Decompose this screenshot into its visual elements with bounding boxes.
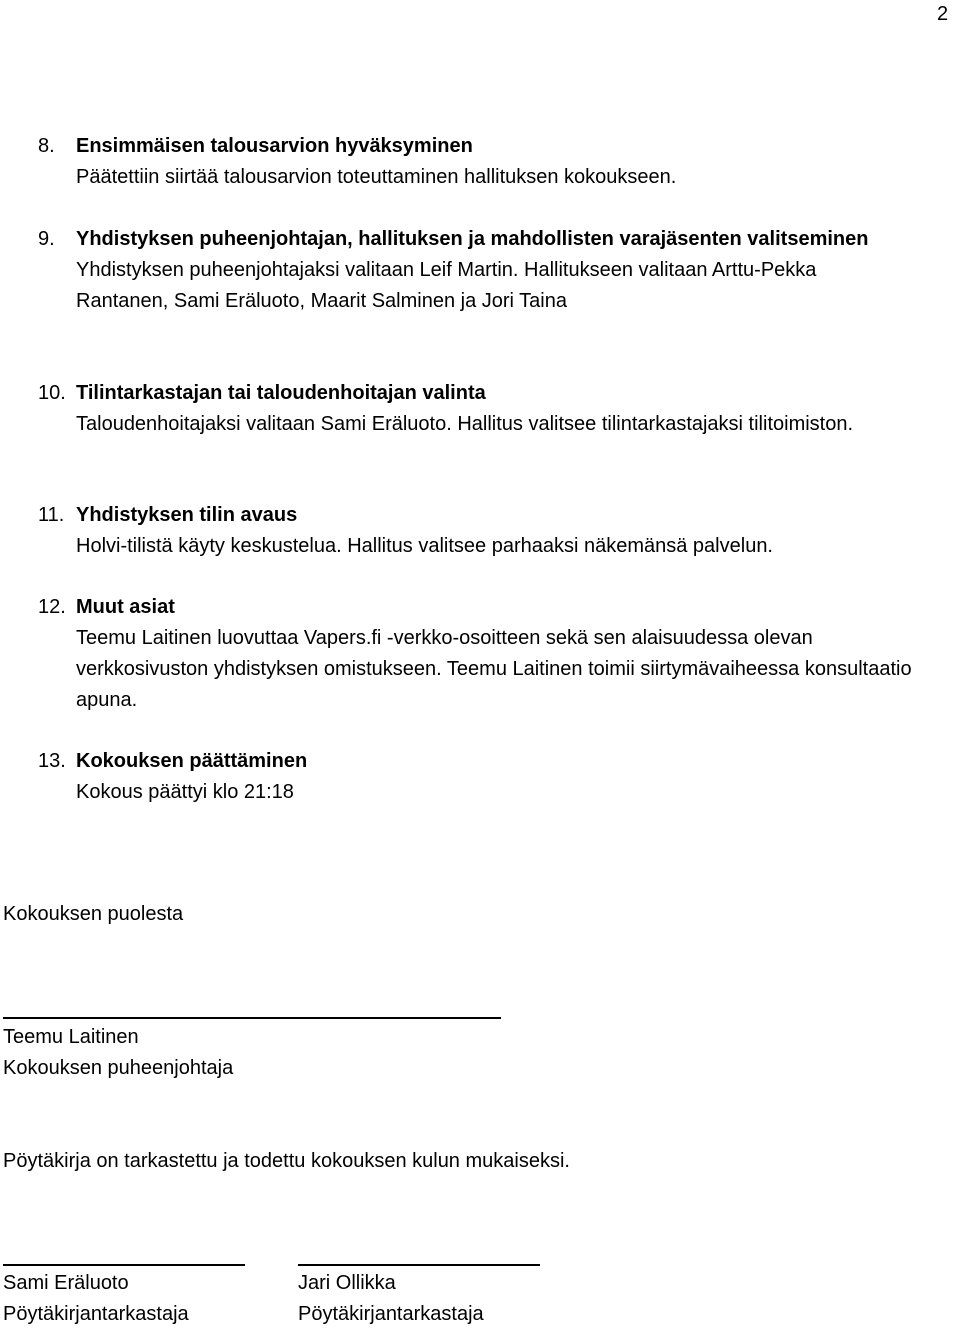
- agenda-text: Holvi-tilistä käyty keskustelua. Hallitus valitsee parhaaksi näkemänsä palvelun.: [76, 535, 773, 557]
- agenda-text: Teemu Laitinen luovuttaa Vapers.fi -verkko-osoitteen sekä sen alaisuudessa olevan verkkosivuston yhdistyksen omistukseen. Teemu Laitinen toimii siirtymävaiheessa konsultaatio apuna.: [76, 627, 912, 711]
- checker-2-role: Pöytäkirjantarkastaja: [298, 1303, 484, 1325]
- agenda-item-10: [38, 378, 938, 440]
- checker-2-block: [298, 1268, 484, 1330]
- agenda-item-11: [38, 500, 938, 562]
- agenda-title: Muut asiat: [76, 596, 175, 618]
- chair-block: [3, 1022, 233, 1084]
- agenda-text: Yhdistyksen puheenjohtajaksi valitaan Leif Martin. Hallitukseen valitaan Arttu-Pekka Rantanen, Sami Eräluoto, Maarit Salminen ja Jori Taina: [76, 259, 817, 312]
- agenda-item-8: [38, 131, 938, 193]
- chair-signature-line: [3, 1017, 501, 1019]
- on-behalf-text: Kokouksen puolesta: [3, 903, 184, 925]
- agenda-title: Ensimmäisen talousarvion hyväksyminen: [76, 135, 473, 157]
- checker-1-signature-line: [3, 1264, 245, 1266]
- chair-name: Teemu Laitinen: [3, 1026, 139, 1048]
- agenda-number: 10.: [38, 382, 66, 404]
- agenda-number: 11.: [38, 504, 65, 526]
- checker-1-role: Pöytäkirjantarkastaja: [3, 1303, 189, 1325]
- agenda-item-12: [38, 592, 938, 716]
- checker-2-name: Jari Ollikka: [298, 1272, 396, 1294]
- agenda-number: 9.: [38, 228, 55, 250]
- agenda-title: Yhdistyksen puheenjohtajan, hallituksen ja mahdollisten varajäsenten valitseminen: [76, 228, 869, 250]
- agenda-item-9: [38, 224, 938, 317]
- agenda-item-13: [38, 746, 938, 808]
- checker-1-name: Sami Eräluoto: [3, 1272, 129, 1294]
- agenda-title: Yhdistyksen tilin avaus: [76, 504, 298, 526]
- agenda-title: Kokouksen päättäminen: [76, 750, 308, 772]
- agenda-number: 13.: [38, 750, 66, 772]
- verification-text: Pöytäkirja on tarkastettu ja todettu kokouksen kulun mukaiseksi.: [3, 1150, 570, 1172]
- agenda-text: Kokous päättyi klo 21:18: [76, 781, 294, 803]
- agenda-number: 8.: [38, 135, 55, 157]
- page-number: 2: [937, 3, 949, 25]
- agenda-text: Taloudenhoitajaksi valitaan Sami Eräluoto. Hallitus valitsee tilintarkastajaksi tilitoimiston.: [76, 413, 854, 435]
- agenda-title: Tilintarkastajan tai taloudenhoitajan valinta: [76, 382, 486, 404]
- checker-1-block: [3, 1268, 189, 1330]
- chair-role: Kokouksen puheenjohtaja: [3, 1057, 234, 1079]
- agenda-text: Päätettiin siirtää talousarvion toteuttaminen hallituksen kokoukseen.: [76, 166, 677, 188]
- checker-2-signature-line: [298, 1264, 540, 1266]
- agenda-number: 12.: [38, 596, 66, 618]
